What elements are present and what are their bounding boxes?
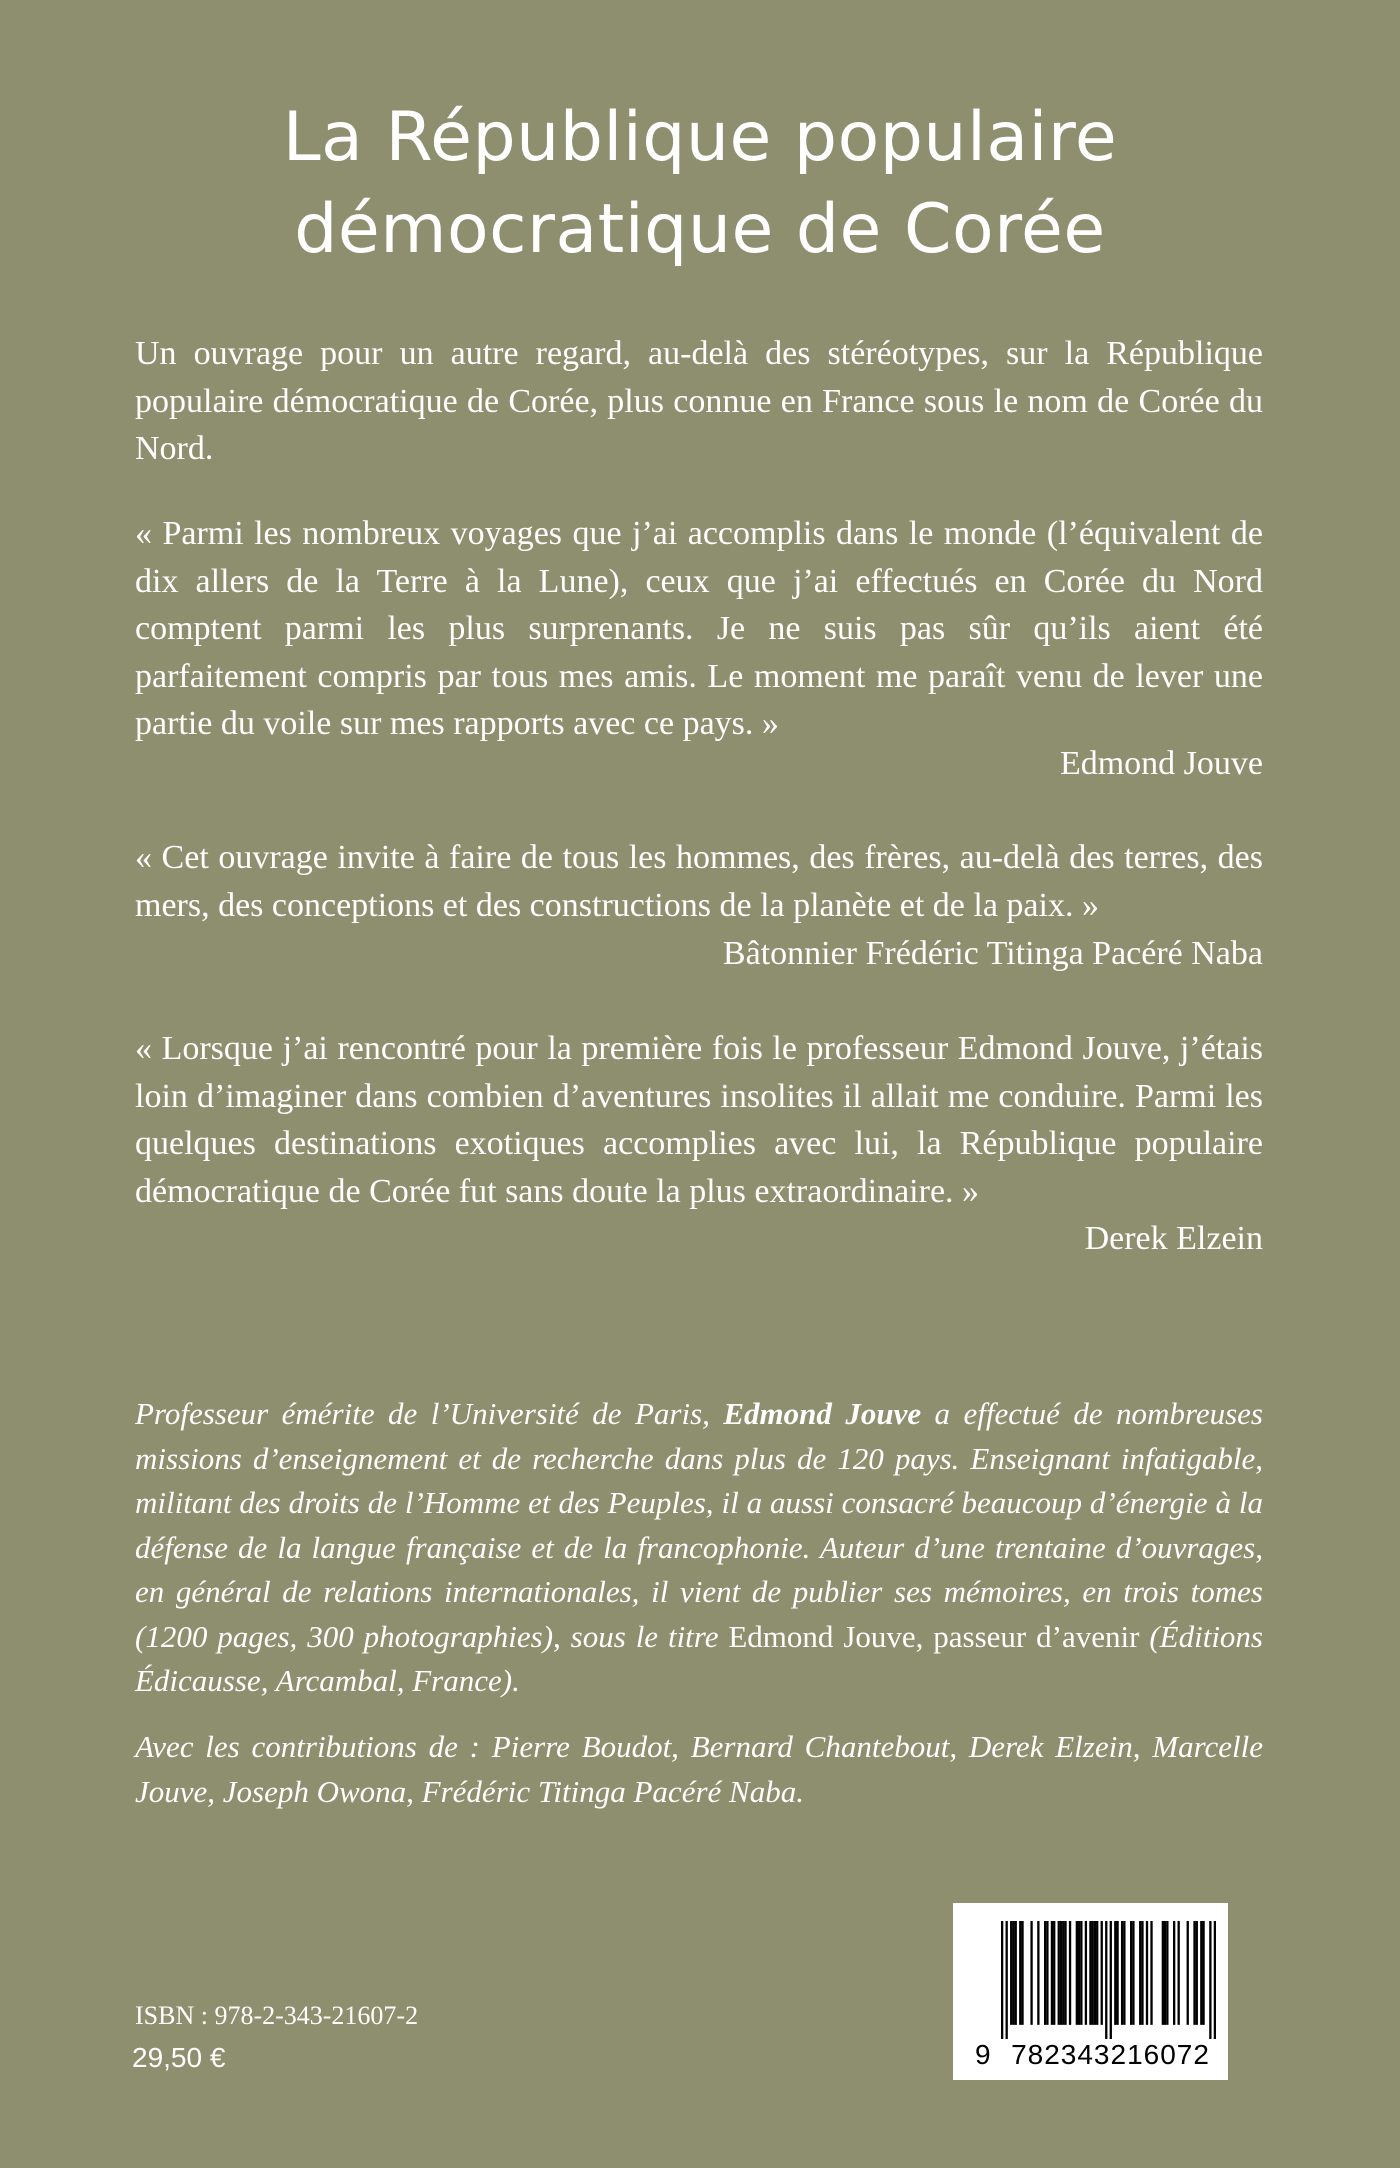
barcode-bar <box>1178 1921 1180 2025</box>
quote-1-text: « Parmi les nombreux voyages que j’ai accomplis dans le monde (l’équivalent de dix allers de la Terre à la Lune), ceux que j’ai effectués en Corée du Nord comptent parmi les plus surprenants. Je ne suis pas sûr qu’ils aient été parfaitement compris par tous mes amis. Le moment me paraît venu de lever une partie du voile sur mes rapports avec ce pays. » <box>135 515 1263 742</box>
bio-author-name: Edmond Jouve <box>723 1396 922 1431</box>
barcode-bar <box>1069 1921 1071 2025</box>
barcode-bar <box>1101 1921 1103 2025</box>
barcode-bar <box>1064 1921 1066 2025</box>
barcode-bar <box>1076 1921 1078 2025</box>
barcode-bar <box>1030 1921 1032 2025</box>
barcode-bar <box>1173 1921 1175 2025</box>
barcode-first-digit: 9 <box>975 2039 992 2070</box>
quote-3-text: « Lorsque j’ai rencontré pour la première fois le professeur Edmond Jouve, j’étais loin d’imaginer dans combien d’aventures insolites il allait me conduire. Parmi les quelques destinations exotiques accomplies avec lui, la République populaire démocratique de Corée fut sans doute la plus extraordinaire. » <box>135 1030 1263 1210</box>
barcode-bar <box>1146 1921 1148 2025</box>
barcode-bar <box>1053 1921 1055 2025</box>
barcode-bar <box>1058 1921 1060 2025</box>
barcode-bar <box>1187 1921 1189 2025</box>
barcode-bar <box>1080 1921 1082 2025</box>
book-title-line-1: La République populaire <box>282 98 1118 177</box>
barcode-bar <box>1006 1921 1008 2039</box>
isbn-number: ISBN : 978-2-343-21607-2 <box>135 2001 419 2030</box>
barcode-bar <box>1021 1921 1023 2025</box>
quote-1-author: Edmond Jouve <box>1059 745 1263 782</box>
book-title-line-2: démocratique de Corée <box>294 190 1106 269</box>
barcode-bar <box>1096 1921 1098 2025</box>
quote-3-author: Derek Elzein <box>1084 1220 1263 1257</box>
quote-2-text: « Cet ouvrage invite à faire de tous les hommes, des frères, au-delà des terres, des mers, des conceptions et des constructions de la planète et de la paix. » <box>135 839 1263 924</box>
barcode-bar <box>1141 1921 1143 2025</box>
barcode-bar <box>1116 1921 1118 2025</box>
barcode-digit-groups: 782343216072 <box>1011 2039 1210 2070</box>
barcode-bar <box>1196 1921 1198 2025</box>
barcode-bar <box>1046 1921 1048 2025</box>
author-biography <box>135 1392 1263 1704</box>
barcode-bar <box>1078 1921 1080 2025</box>
barcode-bar <box>1037 1921 1039 2025</box>
barcode-bar <box>1150 1921 1152 2025</box>
barcode-bar <box>1202 1921 1204 2025</box>
barcode <box>953 1903 1228 2080</box>
barcode-bar <box>1012 1921 1014 2025</box>
barcode-bar <box>1062 1921 1064 2025</box>
bio-part-2: a effectué de nombreuses missions d’enseignement et de recherche dans plus de 120 pays. Enseignant infatigable, militant des droits de l’Homme et des Peuples, il a aussi consacré beaucoup d’énergie à la défense de la langue française et de la francophonie. Auteur d’une trentaine d’ouvrages, en général de relations internationales, il vient de publier ses mémoires, en trois tomes (1200 pages, 300 photographies), sous le titre <box>135 1396 1263 1654</box>
barcode-bar <box>1010 1921 1012 2025</box>
barcode-bar <box>1019 1921 1021 2025</box>
bio-part-1: Professeur émérite de l’Université de Paris, <box>135 1396 724 1431</box>
barcode-bar <box>1089 1921 1091 2025</box>
barcode-bar <box>1001 1921 1003 2039</box>
barcode-bar <box>1085 1921 1087 2025</box>
barcode-bar <box>1166 1921 1168 2025</box>
barcode-bar <box>1044 1921 1046 2025</box>
contributors-list: Avec les contributions de : Pierre Boudot, Bernard Chantebout, Derek Elzein, Marcelle Jouve, Joseph Owona, Frédéric Titinga Pacéré Naba. <box>135 1729 1263 1809</box>
barcode-bar <box>1132 1921 1134 2025</box>
bio-part-3: (Éditions Édicausse, Arcambal, France). <box>135 1618 1263 1698</box>
barcode-bar <box>1200 1921 1202 2025</box>
bio-memoir-title: Edmond Jouve, passeur d’avenir <box>728 1618 1140 1654</box>
price-label: 29,50 € <box>132 2042 226 2073</box>
book-title <box>0 92 1400 276</box>
barcode-bar <box>1214 1921 1216 2039</box>
barcode-bar <box>1092 1921 1094 2025</box>
quote-2-author: Bâtonnier Frédéric Titinga Pacéré Naba <box>722 935 1263 972</box>
barcode-bar <box>1162 1921 1164 2025</box>
barcode-bar <box>1051 1921 1053 2025</box>
barcode-digits <box>953 2037 1228 2073</box>
barcode-bar <box>1164 1921 1166 2025</box>
intro-paragraph: Un ouvrage pour un autre regard, au-delà des stéréotypes, sur la République populaire démocratique de Corée, plus connue en France sous le nom de Corée du Nord. <box>135 335 1263 467</box>
barcode-bar <box>1114 1921 1116 2025</box>
barcode-bar <box>1139 1921 1141 2025</box>
barcode-bar <box>1193 1921 1195 2025</box>
barcode-bar <box>1209 1921 1211 2039</box>
barcode-bar <box>1060 1921 1062 2025</box>
barcode-bar <box>1110 1921 1112 2039</box>
barcode-bar <box>1105 1921 1107 2039</box>
barcode-bars <box>1001 1921 1216 2039</box>
barcode-bar <box>1123 1921 1125 2025</box>
barcode-bar <box>1121 1921 1123 2025</box>
barcode-bar <box>1094 1921 1096 2025</box>
barcode-bar <box>1015 1921 1017 2025</box>
barcode-bar <box>1130 1921 1132 2025</box>
